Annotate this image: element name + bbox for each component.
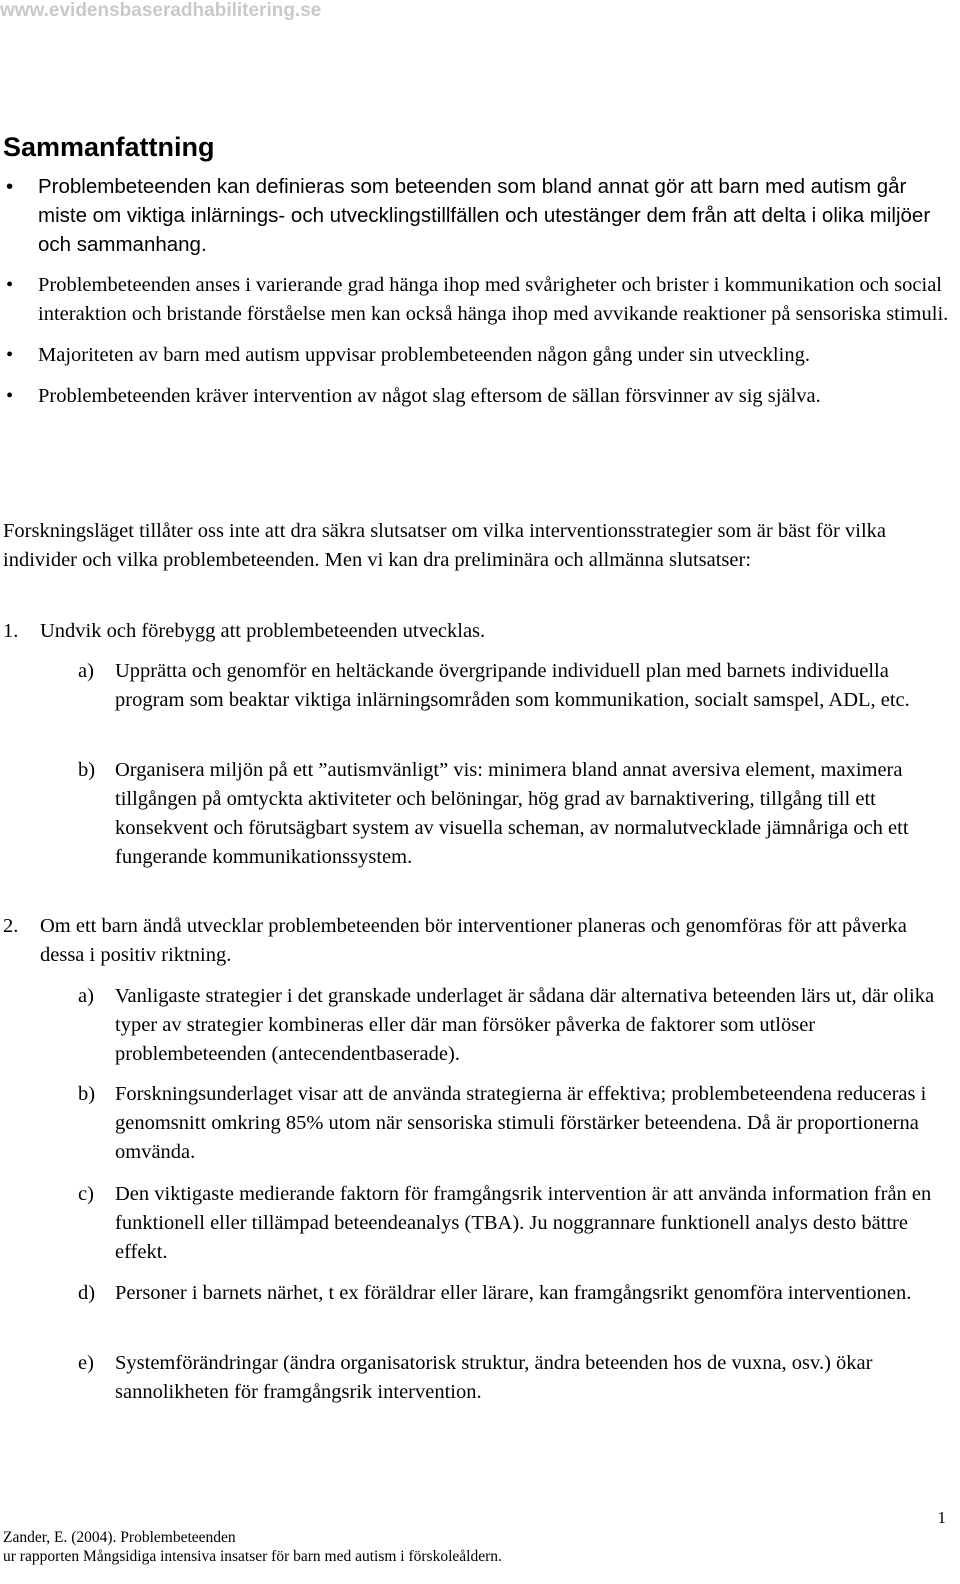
bullet-item bbox=[0, 271, 955, 329]
sub-item-label: a) bbox=[78, 660, 94, 682]
page-number: 1 bbox=[937, 1508, 946, 1527]
sub-item-text: Organisera miljön på ett ”autismvänligt” vis: minimera bland annat aversiva element, maximera tillgången på omtyckta aktiviteter och belöningar, hög grad av barnaktivering, tillgång till ett konsekvent och förutsägbart system av visuella scheman, av normalutvecklade jämnåriga och ett fungerande kommunikationssystem. bbox=[115, 759, 909, 868]
item-text: Om ett barn ändå utvecklar problembeteenden bör interventioner planeras och genomföras för att påverka dessa i positiv riktning. bbox=[40, 915, 907, 966]
footer-line: ur rapporten Mångsidiga intensiva insatser för barn med autism i förskoleåldern. bbox=[3, 1548, 502, 1565]
sub-item-1a bbox=[78, 657, 953, 715]
sub-item-text: Den viktigaste medierande faktorn för framgångsrik intervention är att använda information från en funktionell eller tillämpad beteendeanalys (TBA). Ju noggrannare funktionell analys desto bättre effekt. bbox=[115, 1183, 932, 1263]
numbered-item-1 bbox=[3, 617, 953, 646]
sub-item-2b bbox=[78, 1080, 953, 1167]
sub-item-label: c) bbox=[78, 1183, 94, 1205]
sub-item-label: a) bbox=[78, 985, 94, 1007]
sub-item-label: b) bbox=[78, 1083, 96, 1105]
bullet-text: Problembeteenden kan definieras som beteenden som bland annat gör att barn med autism går miste om viktiga inlärnings- och utvecklingstillfällen och utestänger dem från att delta i olika miljöer och sammanhang. bbox=[38, 175, 931, 256]
footer-citation bbox=[3, 1528, 502, 1566]
bullet-item bbox=[0, 172, 955, 259]
sub-item-label: e) bbox=[78, 1352, 94, 1374]
item-number: 1. bbox=[3, 620, 19, 642]
item-text: Undvik och förebygg att problembeteenden utvecklas. bbox=[40, 620, 486, 642]
sub-item-text: Vanligaste strategier i det granskade underlaget är sådana där alternativa beteenden lärs ut, där olika typer av strategier kombineras eller där man försöker påverka de faktorer som utlöser problembeteenden (antecendentbaserade). bbox=[115, 985, 935, 1065]
page-title: Sammanfattning bbox=[3, 132, 215, 162]
bullet-text: Problembeteenden kräver intervention av något slag eftersom de sällan försvinner av sig själva. bbox=[38, 385, 821, 407]
bullet-item bbox=[0, 382, 955, 411]
sub-item-2a bbox=[78, 982, 953, 1069]
sub-item-text: Systemförändringar (ändra organisatorisk struktur, ändra beteenden hos de vuxna, osv.) ökar sannolikheten för framgångsrik intervention. bbox=[115, 1352, 873, 1403]
bullet-dot-icon: • bbox=[6, 344, 14, 366]
summary-bullet-list bbox=[0, 172, 955, 411]
sub-item-label: d) bbox=[78, 1282, 96, 1304]
numbered-item-2 bbox=[3, 912, 953, 970]
sub-item-text: Forskningsunderlaget visar att de använda strategierna är effektiva; problembeteendena reduceras i genomsnitt omkring 85% utom när sensoriska stimuli förstärker beteendena. Då är proportionerna omvända. bbox=[115, 1083, 927, 1163]
bullet-dot-icon: • bbox=[6, 385, 14, 407]
sub-item-1b bbox=[78, 756, 953, 872]
footer-line: Zander, E. (2004). Problembeteenden bbox=[3, 1529, 236, 1546]
bullet-dot-icon: • bbox=[6, 175, 14, 198]
sub-item-2c bbox=[78, 1180, 953, 1267]
watermark[interactable]: www.evidensbaseradhabilitering.se bbox=[0, 0, 322, 21]
bullet-dot-icon: • bbox=[6, 274, 14, 296]
item-number: 2. bbox=[3, 915, 19, 937]
bullet-text: Majoriteten av barn med autism uppvisar problembeteenden någon gång under sin utveckling. bbox=[38, 344, 810, 366]
sub-item-text: Upprätta och genomför en heltäckande övergripande individuell plan med barnets individuella program som beaktar viktiga inlärningsområden som kommunikation, socialt samspel, ADL, etc. bbox=[115, 660, 910, 711]
bullet-text: Problembeteenden anses i varierande grad hänga ihop med svårigheter och brister i kommunikation och social interaktion och bristande förståelse men kan också hänga ihop med avvikande reaktioner på sensoriska stimuli. bbox=[38, 274, 949, 325]
sub-item-2d bbox=[78, 1279, 953, 1308]
sub-item-2e bbox=[78, 1349, 953, 1407]
research-paragraph: Forskningsläget tillåter oss inte att dra säkra slutsatser om vilka interventionsstrategier som är bäst för vilka individer och vilka problembeteenden. Men vi kan dra preliminära och allmänna slutsatser: bbox=[3, 520, 887, 571]
bullet-item bbox=[0, 341, 955, 370]
sub-item-text: Personer i barnets närhet, t ex föräldrar eller lärare, kan framgångsrikt genomföra interventionen. bbox=[115, 1282, 912, 1304]
sub-item-label: b) bbox=[78, 759, 96, 781]
